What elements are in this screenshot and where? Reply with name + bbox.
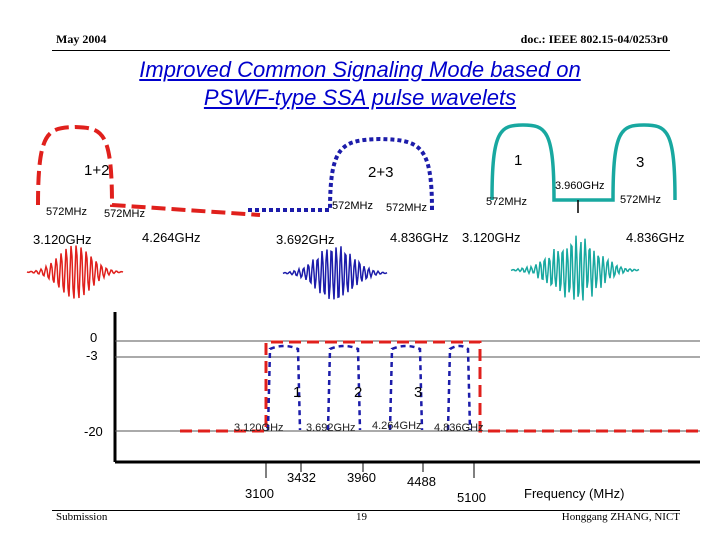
red-spectrum-curve xyxy=(38,127,260,215)
x-label-3960: 3960 xyxy=(347,470,376,485)
blue-freq-right: 4.836GHz xyxy=(390,230,449,245)
band-freq-2: 3.692GHz xyxy=(306,422,356,434)
red-wavelet xyxy=(27,246,123,299)
red-freq-right: 4.264GHz xyxy=(142,230,201,245)
x-label-5100: 5100 xyxy=(457,490,486,505)
blue-label: 2+3 xyxy=(368,164,394,181)
footer-author: Honggang ZHANG, NICT xyxy=(561,511,680,523)
red-bw-right: 572MHz xyxy=(104,208,145,220)
header-rule xyxy=(52,50,670,51)
x-label-3100: 3100 xyxy=(245,486,274,501)
teal-bw-1: 572MHz xyxy=(486,196,527,208)
red-label: 1+2 xyxy=(84,162,110,179)
red-freq-left: 3.120GHz xyxy=(33,232,92,247)
x-label-4488: 4488 xyxy=(407,474,436,489)
teal-center-freq: 3.960GHz xyxy=(555,180,605,192)
blue-bw-left: 572MHz xyxy=(332,200,373,212)
wave-red-trace xyxy=(27,246,123,299)
wave-blue-trace xyxy=(283,246,387,299)
y-tick-minus3: -3 xyxy=(86,348,98,363)
band-label-1: 1 xyxy=(293,384,302,401)
blue-wavelet xyxy=(283,246,387,299)
red-mask-line xyxy=(180,342,700,431)
teal-label-3: 3 xyxy=(636,154,645,171)
x-label-3432: 3432 xyxy=(287,470,316,485)
header-date: May 2004 xyxy=(56,32,107,46)
teal-bw-3: 572MHz xyxy=(620,194,661,206)
footer-submission: Submission xyxy=(56,511,108,523)
red-bw-left: 572MHz xyxy=(46,206,87,218)
band-freq-4: 4.836GHz xyxy=(434,422,484,434)
footer-page-number: 19 xyxy=(356,511,367,523)
wave-teal-trace xyxy=(511,236,639,301)
page-title-line1: Improved Common Signaling Mode based on xyxy=(139,57,581,82)
teal-wavelet xyxy=(511,236,639,301)
band-label-2: 2 xyxy=(354,384,363,401)
blue-bw-right: 572MHz xyxy=(386,202,427,214)
band-label-3: 3 xyxy=(414,384,423,401)
band-4-mask xyxy=(448,346,470,430)
blue-freq-left: 3.692GHz xyxy=(276,232,335,247)
teal-label-1: 1 xyxy=(514,152,523,169)
band-freq-1: 3.120GHz xyxy=(234,422,284,434)
y-tick-minus20: -20 xyxy=(84,424,103,439)
teal-freq-right: 4.836GHz xyxy=(626,230,685,245)
y-tick-0: 0 xyxy=(90,330,98,345)
header-doc-id: doc.: IEEE 802.15-04/0253r0 xyxy=(520,32,668,46)
x-axis-title: Frequency (MHz) xyxy=(524,486,625,501)
band-freq-3: 4.264GHz xyxy=(372,420,422,432)
teal-freq-left: 3.120GHz xyxy=(462,230,521,245)
page-title-line2: PSWF-type SSA pulse wavelets xyxy=(203,85,517,110)
